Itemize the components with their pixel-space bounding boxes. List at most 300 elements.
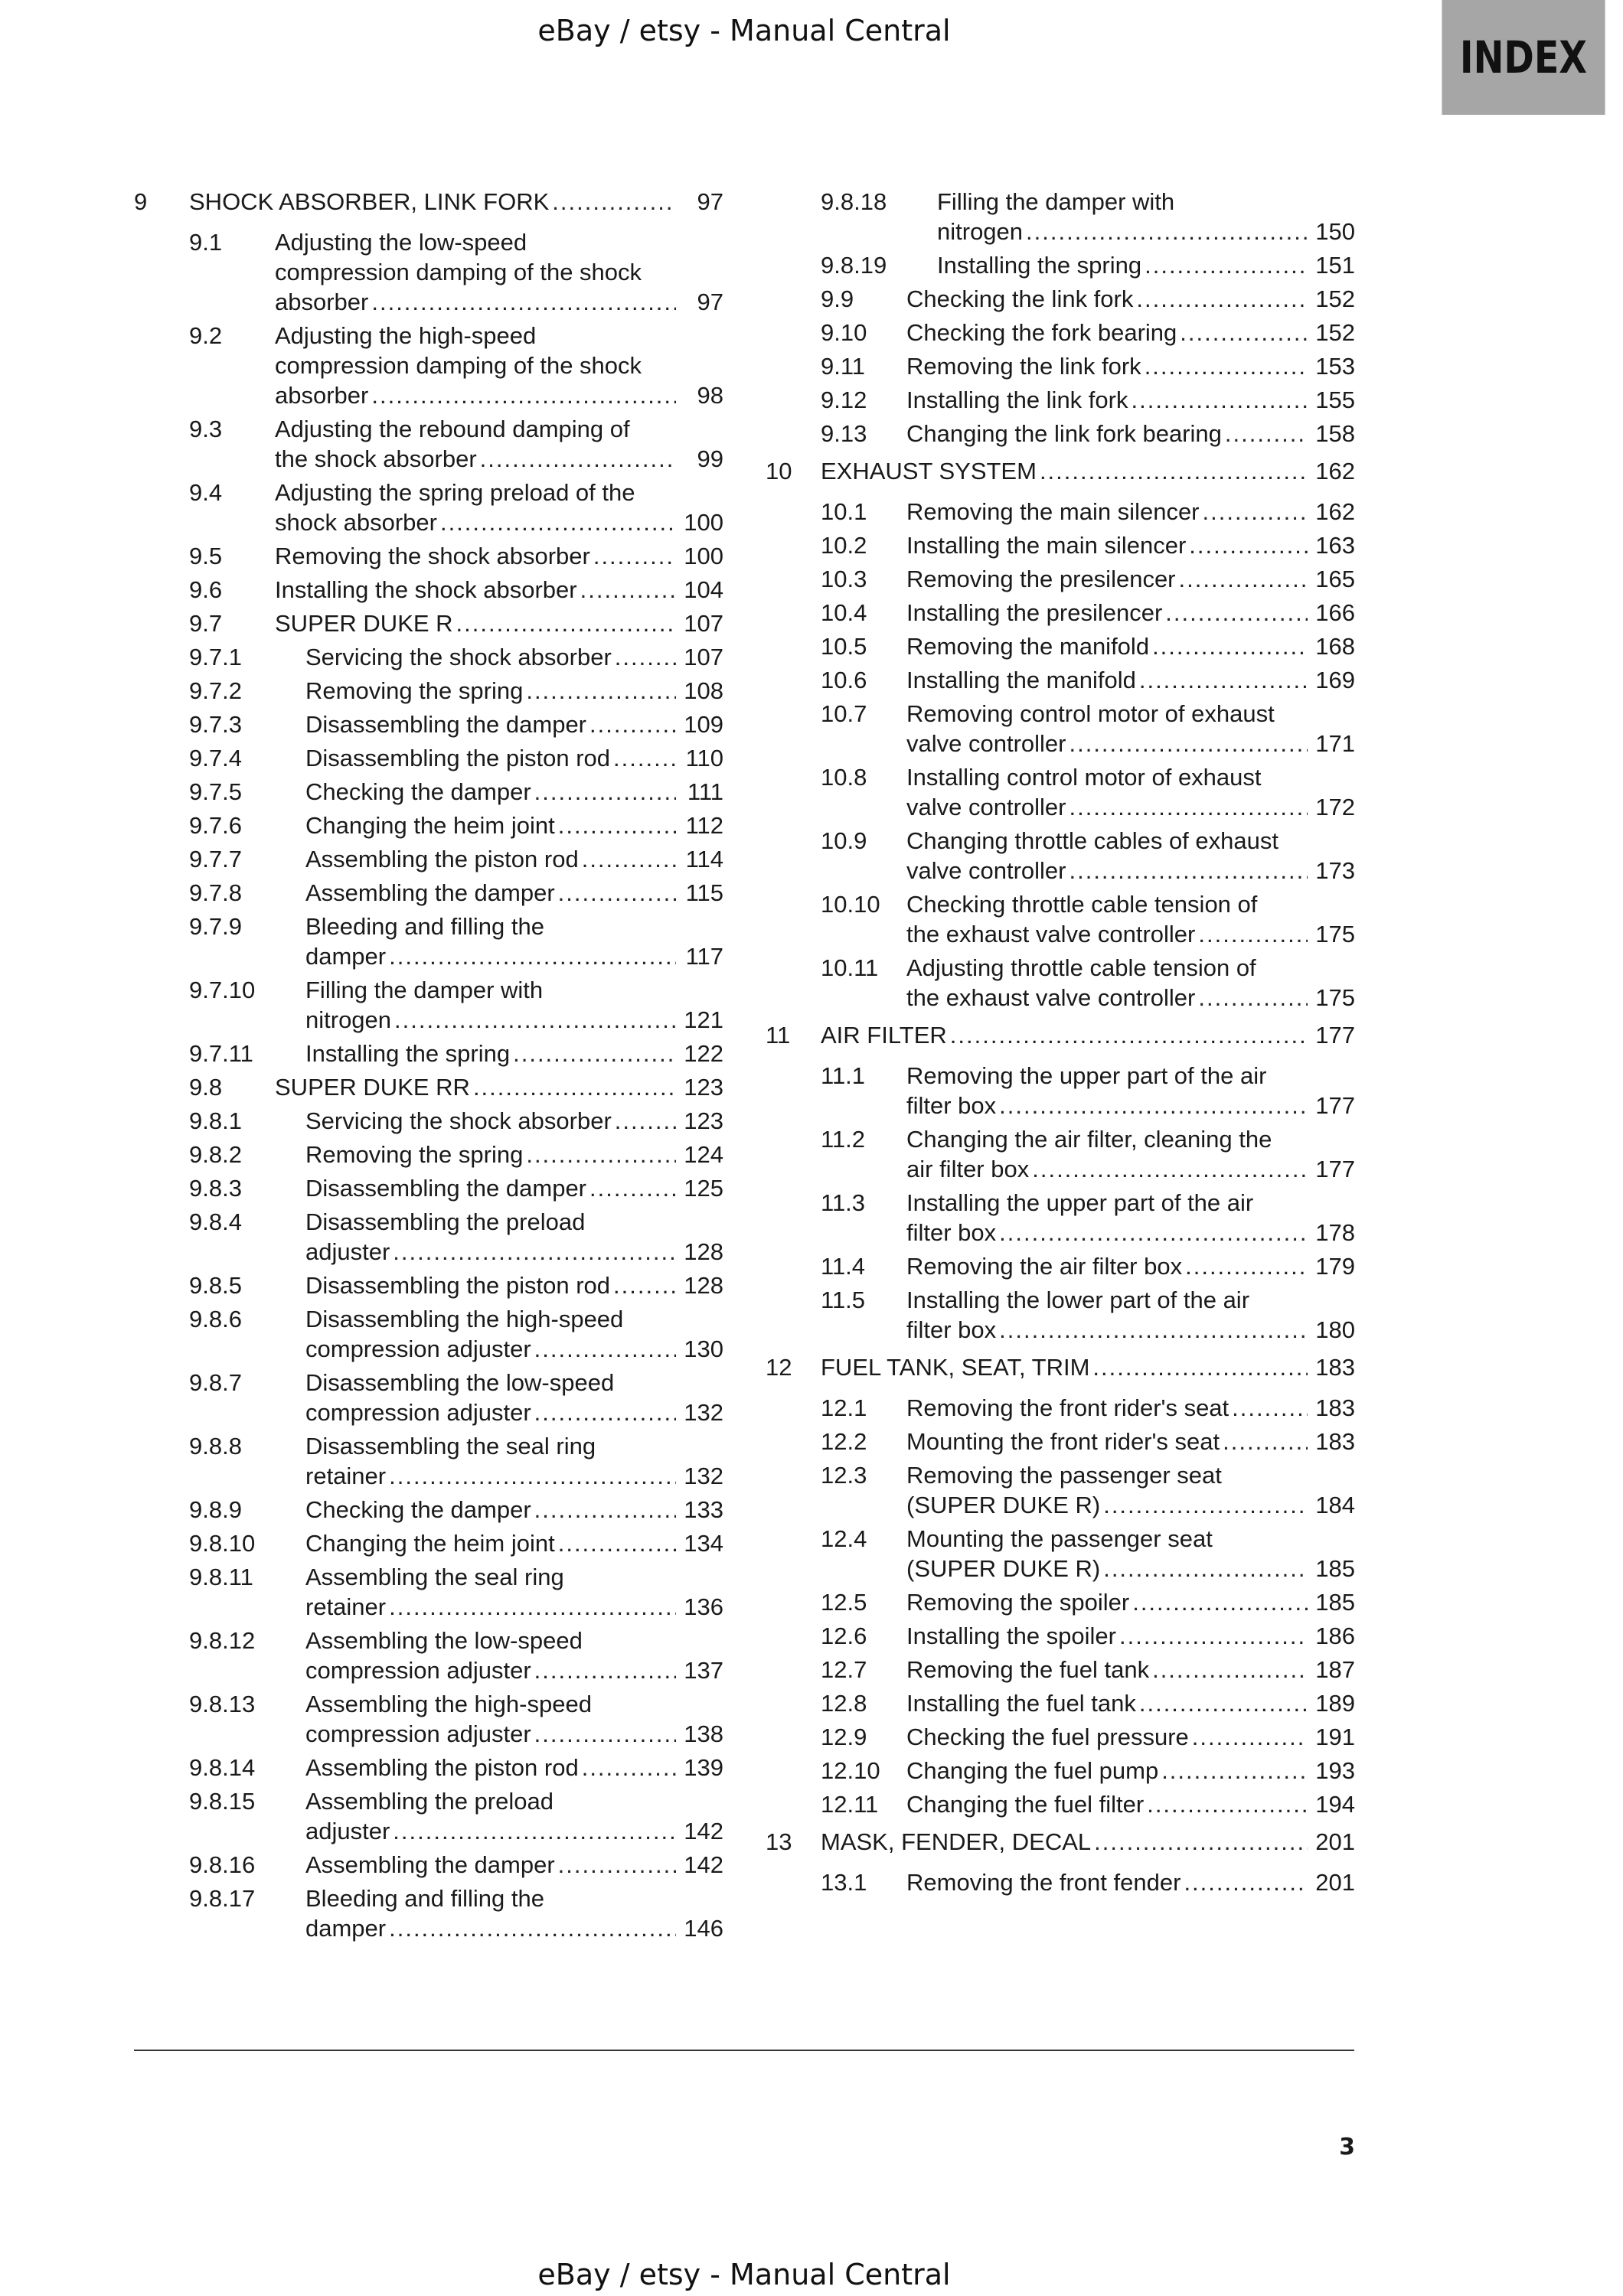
toc-entry-page: 194 — [1315, 1791, 1355, 1818]
toc-entry-title-line: Servicing the shock absorber — [305, 1107, 612, 1134]
toc-entry[interactable] — [766, 284, 1355, 314]
toc-entry-page: 184 — [1315, 1492, 1355, 1518]
watermark-bottom: eBay / etsy - Manual Central — [537, 2258, 951, 2291]
page-number: 3 — [1339, 2134, 1355, 2161]
toc-entry-title-line: FUEL TANK, SEAT, TRIM — [821, 1354, 1090, 1381]
toc-entry[interactable] — [134, 1786, 723, 1846]
toc-entry-number: 9.7.11 — [189, 1040, 253, 1067]
toc-entry[interactable] — [766, 1655, 1355, 1684]
toc-entry-title-line: Checking the damper — [305, 1496, 531, 1523]
dot-leader — [1136, 284, 1308, 314]
toc-entry[interactable] — [134, 844, 723, 874]
toc-entry[interactable] — [766, 497, 1355, 527]
toc-entry[interactable] — [134, 676, 723, 706]
toc-entry-title-line: the exhaust valve controller — [906, 984, 1196, 1011]
toc-entry-title-line: Adjusting the rebound damping of — [275, 416, 630, 442]
toc-entry-number: 9.8.12 — [189, 1627, 256, 1654]
toc-entry[interactable] — [766, 1188, 1355, 1247]
toc-entry-page: 175 — [1315, 984, 1355, 1011]
toc-entry[interactable] — [134, 1368, 723, 1427]
dot-leader — [1069, 856, 1308, 885]
toc-entry-number: 9.6 — [189, 576, 223, 603]
toc-entry-title-line: Installing the manifold — [906, 667, 1136, 693]
toc-entry-title-line: Removing the fuel tank — [906, 1656, 1150, 1683]
toc-entry-title-line: Disassembling the preload — [305, 1208, 586, 1235]
toc-entry[interactable] — [766, 598, 1355, 628]
toc-entry-title-line: Installing the upper part of the air — [906, 1189, 1254, 1216]
toc-entry-page: 178 — [1315, 1219, 1355, 1246]
toc-entry-page: 124 — [684, 1141, 723, 1168]
toc-entry-number: 9.13 — [821, 420, 867, 447]
toc-entry-page: 180 — [1315, 1316, 1355, 1343]
toc-entry-number: 10.8 — [821, 764, 867, 791]
toc-entry-title-line: SUPER DUKE RR — [275, 1074, 470, 1101]
dot-leader — [1152, 1655, 1308, 1684]
toc-entry-page: 175 — [1315, 921, 1355, 947]
toc-entry-title-line: compression adjuster — [305, 1399, 531, 1426]
toc-entry-page: 165 — [1315, 566, 1355, 592]
dot-leader — [1232, 1393, 1308, 1423]
toc-entry[interactable] — [134, 1270, 723, 1300]
dot-leader — [526, 1140, 676, 1169]
toc-entry-page: 177 — [1315, 1022, 1355, 1049]
toc-entry[interactable] — [134, 1140, 723, 1169]
toc-entry-page: 151 — [1315, 252, 1355, 279]
toc-entry[interactable] — [766, 530, 1355, 560]
toc-chapter-entry[interactable] — [766, 1827, 1355, 1857]
watermark-top: eBay / etsy - Manual Central — [537, 14, 951, 47]
toc-chapter-entry[interactable] — [766, 456, 1355, 486]
toc-entry-page: 142 — [684, 1851, 723, 1878]
toc-entry-page: 122 — [684, 1040, 723, 1067]
dot-leader — [1203, 497, 1308, 527]
toc-entry[interactable] — [134, 1626, 723, 1685]
toc-entry[interactable] — [766, 1688, 1355, 1718]
toc-entry[interactable] — [766, 953, 1355, 1013]
toc-entry-title-line: Removing control motor of exhaust — [906, 700, 1275, 727]
toc-entry[interactable] — [766, 385, 1355, 415]
toc-entry[interactable] — [766, 1722, 1355, 1752]
toc-entry-title-line: Assembling the high-speed — [305, 1691, 592, 1717]
toc-entry[interactable] — [134, 777, 723, 807]
toc-entry[interactable] — [134, 1562, 723, 1622]
toc-entry-title-line: EXHAUST SYSTEM — [821, 458, 1037, 484]
toc-entry[interactable] — [134, 321, 723, 410]
toc-entry-page: 109 — [684, 711, 723, 738]
toc-entry[interactable] — [134, 227, 723, 317]
toc-chapter-entry[interactable] — [766, 1352, 1355, 1382]
dot-leader — [371, 380, 676, 410]
dot-leader — [558, 878, 676, 908]
dot-leader — [582, 844, 676, 874]
toc-entry-title-line: compression adjuster — [305, 1336, 531, 1362]
toc-entry[interactable] — [766, 889, 1355, 949]
toc-entry-page: 136 — [684, 1593, 723, 1620]
dot-leader — [1069, 792, 1308, 822]
dot-leader — [552, 187, 676, 217]
toc-entry[interactable] — [766, 826, 1355, 885]
toc-entry-number: 9.8.13 — [189, 1691, 256, 1717]
toc-entry[interactable] — [766, 762, 1355, 822]
dot-leader — [534, 1495, 676, 1525]
dot-leader — [1223, 1427, 1308, 1456]
toc-entry-number: 9.8.5 — [189, 1272, 242, 1299]
toc-entry[interactable] — [766, 1124, 1355, 1184]
toc-entry-title-line: Checking the fork bearing — [906, 319, 1177, 346]
toc-entry-title-line: retainer — [305, 1593, 387, 1620]
toc-entry-number: 9.7.4 — [189, 745, 242, 771]
toc-entry[interactable] — [134, 541, 723, 571]
toc-entry-title-line: SHOCK ABSORBER, LINK FORK — [189, 188, 550, 215]
toc-entry[interactable] — [134, 575, 723, 605]
toc-entry-number: 9.7.1 — [189, 644, 242, 670]
toc-entry-page: 99 — [697, 445, 723, 472]
toc-entry-number: 11.4 — [821, 1253, 866, 1280]
toc-entry-number: 10.10 — [821, 891, 880, 918]
dot-leader — [558, 810, 676, 840]
toc-entry-number: 9.8.8 — [189, 1433, 242, 1459]
toc-entry-title-line: Removing the presilencer — [906, 566, 1176, 592]
toc-entry-page: 163 — [1315, 532, 1355, 559]
toc-entry-title-line: Changing the heim joint — [305, 812, 555, 839]
dot-leader — [1184, 1867, 1308, 1897]
toc-entry[interactable] — [134, 1207, 723, 1267]
dot-leader — [1032, 1154, 1308, 1184]
toc-entry[interactable] — [134, 975, 723, 1035]
toc-entry-title-line: Installing the shock absorber — [275, 576, 577, 603]
toc-entry-number: 11.1 — [821, 1062, 866, 1089]
dot-leader — [615, 1106, 676, 1136]
toc-entry-title-line: Checking throttle cable tension of — [906, 891, 1258, 918]
toc-entry[interactable] — [766, 1867, 1355, 1897]
toc-entry-number: 12.6 — [821, 1623, 867, 1649]
toc-entry-number: 9 — [134, 188, 148, 215]
toc-entry[interactable] — [134, 810, 723, 840]
toc-entry-number: 12.2 — [821, 1428, 867, 1455]
toc-entry-title-line: filter box — [906, 1092, 997, 1119]
dot-leader — [393, 1816, 676, 1846]
toc-entry-page: 185 — [1315, 1555, 1355, 1582]
toc-entry[interactable] — [766, 1427, 1355, 1456]
toc-entry-number: 9.8.9 — [189, 1496, 242, 1523]
toc-entry-number: 9.8.4 — [189, 1208, 242, 1235]
toc-entry-title-line: Filling the damper with — [305, 977, 544, 1003]
dot-leader — [1180, 318, 1308, 347]
dot-leader — [613, 1270, 676, 1300]
toc-entry-title-line: Removing the upper part of the air — [906, 1062, 1267, 1089]
toc-entry[interactable] — [766, 1587, 1355, 1617]
toc-entry-page: 162 — [1315, 458, 1355, 484]
toc-entry-page: 168 — [1315, 633, 1355, 660]
toc-entry-title-line: absorber — [275, 382, 369, 409]
toc-entry[interactable] — [766, 1524, 1355, 1583]
dot-leader — [1139, 665, 1308, 695]
toc-entry-number: 9.10 — [821, 319, 867, 346]
dot-leader — [1179, 564, 1308, 594]
toc-entry-number: 10.1 — [821, 498, 867, 525]
dot-leader — [1192, 1722, 1308, 1752]
toc-chapter-entry[interactable] — [134, 187, 723, 217]
toc-entry-page: 172 — [1315, 794, 1355, 820]
toc-entry-number: 9.9 — [821, 285, 854, 312]
toc-entry[interactable] — [766, 1393, 1355, 1423]
dot-leader — [389, 1461, 676, 1491]
toc-entry-title-line: compression adjuster — [305, 1720, 531, 1747]
dot-leader — [513, 1039, 676, 1068]
toc-entry-number: 12.7 — [821, 1656, 867, 1683]
toc-entry-title-line: Servicing the shock absorber — [305, 644, 612, 670]
toc-entry-page: 137 — [684, 1657, 723, 1684]
toc-entry-page: 183 — [1315, 1428, 1355, 1455]
toc-entry-page: 98 — [697, 382, 723, 409]
toc-left-column — [134, 187, 723, 1947]
toc-entry-title-line: valve controller — [906, 730, 1066, 757]
toc-entry[interactable] — [134, 1173, 723, 1203]
dot-leader — [615, 642, 676, 672]
toc-entry[interactable] — [766, 1789, 1355, 1819]
toc-entry-title-line: Assembling the piston rod — [305, 1754, 579, 1781]
toc-entry-title-line: Disassembling the piston rod — [305, 1272, 611, 1299]
toc-entry[interactable] — [134, 1106, 723, 1136]
toc-entry-page: 123 — [684, 1107, 723, 1134]
toc-entry-page: 114 — [685, 846, 723, 872]
toc-entry-title-line: Removing the spoiler — [906, 1589, 1130, 1616]
toc-entry-title-line: nitrogen — [305, 1006, 392, 1033]
dot-leader — [534, 777, 676, 807]
toc-entry-page: 100 — [684, 543, 723, 569]
dot-leader — [389, 1913, 676, 1943]
toc-entry-number: 9.7.2 — [189, 677, 242, 704]
toc-entry-title-line: the exhaust valve controller — [906, 921, 1196, 947]
dot-leader — [1026, 217, 1308, 246]
dot-leader — [580, 575, 676, 605]
toc-entry[interactable] — [766, 564, 1355, 594]
toc-entry-title-line: adjuster — [305, 1818, 390, 1844]
toc-entry-title-line: Removing the passenger seat — [906, 1462, 1222, 1489]
toc-entry[interactable] — [766, 1460, 1355, 1520]
toc-entry-number: 13.1 — [821, 1869, 867, 1896]
toc-entry-number: 10.7 — [821, 700, 867, 727]
toc-entry-number: 10.9 — [821, 827, 867, 854]
toc-entry-title-line: filter box — [906, 1219, 997, 1246]
toc-entry-number: 10.2 — [821, 532, 867, 559]
toc-entry[interactable] — [766, 1756, 1355, 1786]
toc-entry-title-line: adjuster — [305, 1238, 390, 1265]
toc-entry-title-line: Adjusting the spring preload of the — [275, 479, 635, 506]
toc-entry-title-line: Assembling the preload — [305, 1788, 554, 1815]
toc-entry-number: 10.5 — [821, 633, 867, 660]
toc-entry[interactable] — [766, 1251, 1355, 1281]
dot-leader — [534, 1334, 676, 1364]
toc-entry-number: 9.8.19 — [821, 252, 887, 279]
toc-entry-title-line: SUPER DUKE R — [275, 610, 453, 637]
toc-entry-page: 191 — [1315, 1724, 1355, 1750]
toc-entry[interactable] — [134, 1528, 723, 1558]
toc-entry-title-line: Installing the spring — [937, 252, 1142, 279]
dot-leader — [1040, 456, 1308, 486]
toc-entry[interactable] — [134, 608, 723, 638]
toc-entry[interactable] — [766, 318, 1355, 347]
toc-entry[interactable] — [134, 1753, 723, 1782]
toc-entry[interactable] — [134, 1039, 723, 1068]
toc-entry-page: 171 — [1315, 730, 1355, 757]
dot-leader — [1147, 1789, 1308, 1819]
toc-entry-page: 125 — [684, 1175, 723, 1202]
toc-entry-number: 9.2 — [189, 322, 223, 349]
toc-entry-page: 132 — [684, 1463, 723, 1489]
toc-entry[interactable] — [766, 351, 1355, 381]
toc-entry-number: 9.11 — [821, 353, 866, 380]
toc-entry-number: 9.8.16 — [189, 1851, 256, 1878]
toc-entry-title-line: Mounting the passenger seat — [906, 1525, 1213, 1552]
dot-leader — [999, 1315, 1308, 1345]
toc-entry[interactable] — [134, 1689, 723, 1749]
dot-leader — [1103, 1554, 1308, 1583]
toc-entry-title-line: Assembling the damper — [305, 879, 555, 906]
toc-entry-title-line: Adjusting throttle cable tension of — [906, 954, 1256, 981]
toc-entry-title-line: Disassembling the damper — [305, 711, 587, 738]
toc-entry[interactable] — [134, 709, 723, 739]
toc-entry-title-line: absorber — [275, 289, 369, 315]
toc-entry-number: 12.5 — [821, 1589, 867, 1616]
toc-entry-number: 9.5 — [189, 543, 223, 569]
toc-entry-title-line: Installing the link fork — [906, 386, 1128, 413]
toc-entry-page: 201 — [1315, 1828, 1355, 1855]
toc-entry[interactable] — [134, 478, 723, 537]
dot-leader — [593, 541, 676, 571]
toc-entry[interactable] — [766, 250, 1355, 280]
toc-entry-page: 97 — [697, 188, 723, 215]
toc-entry-page: 108 — [684, 677, 723, 704]
dot-leader — [1094, 1827, 1308, 1857]
toc-entry-title-line: compression damping of the shock — [275, 352, 642, 379]
dot-leader — [473, 1072, 676, 1102]
toc-entry-page: 162 — [1315, 498, 1355, 525]
toc-entry-page: 177 — [1315, 1156, 1355, 1182]
dot-leader — [389, 941, 676, 971]
toc-entry-number: 11.2 — [821, 1126, 866, 1153]
toc-entry[interactable] — [134, 1883, 723, 1943]
toc-entry-title-line: Installing the spoiler — [906, 1623, 1116, 1649]
toc-entry-page: 169 — [1315, 667, 1355, 693]
toc-entry-title-line: Disassembling the damper — [305, 1175, 587, 1202]
toc-entry[interactable] — [766, 1061, 1355, 1120]
toc-entry[interactable] — [134, 1304, 723, 1364]
toc-entry-title-line: valve controller — [906, 794, 1066, 820]
toc-entry-title-line: (SUPER DUKE R) — [906, 1492, 1101, 1518]
toc-entry-page: 155 — [1315, 386, 1355, 413]
toc-entry[interactable] — [766, 1285, 1355, 1345]
toc-entry-page: 185 — [1315, 1589, 1355, 1616]
toc-entry-page: 189 — [1315, 1690, 1355, 1717]
toc-entry-number: 12.4 — [821, 1525, 867, 1552]
toc-entry-title-line: Removing the spring — [305, 1141, 524, 1168]
dot-leader — [558, 1528, 676, 1558]
dot-leader — [1152, 631, 1308, 661]
dot-leader — [534, 1655, 676, 1685]
toc-entry-title-line: Removing the air filter box — [906, 1253, 1183, 1280]
toc-entry[interactable] — [766, 631, 1355, 661]
dot-leader — [534, 1397, 676, 1427]
toc-entry-page: 107 — [684, 610, 723, 637]
toc-entry-page: 139 — [684, 1754, 723, 1781]
toc-entry[interactable] — [134, 1495, 723, 1525]
toc-entry[interactable] — [766, 699, 1355, 758]
dot-leader — [1225, 419, 1308, 448]
dot-leader — [950, 1020, 1308, 1050]
toc-entry-title-line: Installing the fuel tank — [906, 1690, 1136, 1717]
toc-entry-title-line: air filter box — [906, 1156, 1030, 1182]
toc-entry-title-line: Installing the lower part of the air — [906, 1287, 1250, 1313]
dot-leader — [393, 1237, 676, 1267]
toc-entry-number: 11.3 — [821, 1189, 866, 1216]
toc-entry-page: 201 — [1315, 1869, 1355, 1896]
toc-entry-title-line: (SUPER DUKE R) — [906, 1555, 1101, 1582]
toc-entry[interactable] — [134, 878, 723, 908]
toc-entry-number: 9.7.3 — [189, 711, 242, 738]
toc-entry-title-line: compression adjuster — [305, 1657, 531, 1684]
dot-leader — [1131, 385, 1308, 415]
toc-entry-page: 186 — [1315, 1623, 1355, 1649]
dot-leader — [999, 1091, 1308, 1120]
toc-entry[interactable] — [134, 743, 723, 773]
toc-entry-number: 12.9 — [821, 1724, 867, 1750]
toc-entry-number: 9.3 — [189, 416, 223, 442]
toc-entry-title-line: nitrogen — [937, 218, 1024, 245]
toc-entry[interactable] — [766, 1621, 1355, 1651]
toc-entry-page: 142 — [684, 1818, 723, 1844]
toc-entry-title-line: Removing the main silencer — [906, 498, 1200, 525]
toc-entry-number: 9.7.5 — [189, 778, 242, 805]
toc-entry[interactable] — [134, 642, 723, 672]
toc-entry-title-line: Removing the link fork — [906, 353, 1141, 380]
toc-entry-page: 100 — [684, 509, 723, 536]
toc-entry-number: 9.7.7 — [189, 846, 242, 872]
toc-entry-number: 9.8.1 — [189, 1107, 242, 1134]
toc-entry[interactable] — [134, 1850, 723, 1880]
toc-entry-page: 152 — [1315, 285, 1355, 312]
toc-entry-title-line: valve controller — [906, 857, 1066, 884]
toc-entry-number: 13 — [766, 1828, 792, 1855]
dot-leader — [394, 1005, 676, 1035]
toc-entry-page: 173 — [1315, 857, 1355, 884]
dot-leader — [589, 709, 676, 739]
toc-entry-title-line: Bleeding and filling the — [305, 1885, 544, 1912]
toc-entry[interactable] — [134, 912, 723, 971]
toc-entry-page: 107 — [684, 644, 723, 670]
toc-entry-title-line: Disassembling the seal ring — [305, 1433, 596, 1459]
toc-entry[interactable] — [134, 1431, 723, 1491]
toc-entry[interactable] — [134, 414, 723, 474]
toc-entry-number: 9.8.18 — [821, 188, 887, 215]
toc-entry[interactable] — [766, 419, 1355, 448]
dot-leader — [371, 287, 676, 317]
dot-leader — [1119, 1621, 1308, 1651]
toc-entry-number: 9.8 — [189, 1074, 223, 1101]
toc-entry[interactable] — [766, 187, 1355, 246]
toc-entry-number: 9.8.10 — [189, 1530, 256, 1557]
toc-entry-title-line: AIR FILTER — [821, 1022, 947, 1049]
dot-leader — [1198, 919, 1308, 949]
toc-entry[interactable] — [134, 1072, 723, 1102]
toc-entry-page: 138 — [684, 1720, 723, 1747]
toc-entry-title-line: Changing the link fork bearing — [906, 420, 1222, 447]
toc-entry-number: 9.8.2 — [189, 1141, 242, 1168]
toc-entry[interactable] — [766, 665, 1355, 695]
toc-entry-title-line: Installing the spring — [305, 1040, 511, 1067]
toc-chapter-entry[interactable] — [766, 1020, 1355, 1050]
toc-entry-title-line: retainer — [305, 1463, 387, 1489]
